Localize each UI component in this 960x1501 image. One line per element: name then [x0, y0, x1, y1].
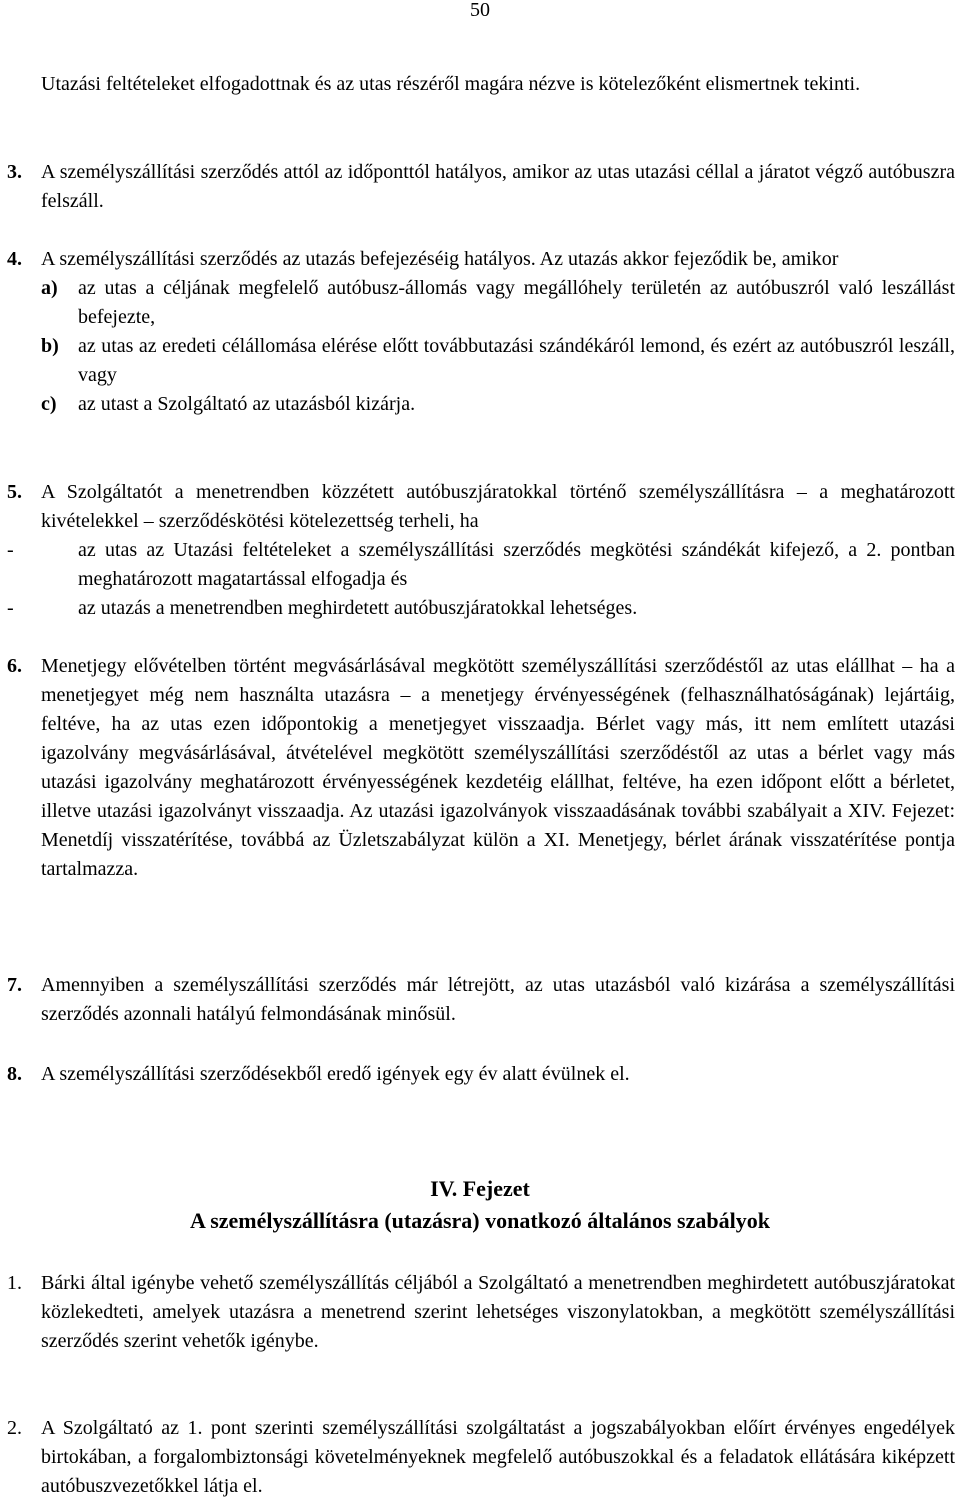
section-number: 3. — [7, 161, 22, 183]
section-number: 4. — [7, 248, 22, 270]
chapter-section-2 — [7, 1414, 955, 1501]
list-item — [7, 536, 955, 594]
list-item-label: - — [7, 597, 14, 619]
section-text: A személyszállítási szerződésekből eredő igények egy év alatt évülnek el. — [41, 1063, 630, 1085]
section-text: A Szolgáltatót a menetrendben közzétett autóbuszjáratokkal történő személyszállításra – a meghatározott kivételekkel – szerződéskötési kötelezettség terheli, ha — [41, 481, 955, 532]
list-item — [7, 594, 955, 623]
list-item — [7, 332, 955, 390]
section-5 — [7, 478, 955, 623]
list-item-text: az utas az Utazási feltételeket a személyszállítási szerződés megkötési szándékát kifejező, a 2. pontban meghatározott magatartással elfogadja és — [78, 539, 955, 590]
list-item — [7, 274, 955, 332]
list-item-label: - — [7, 539, 14, 561]
list-item-text: az utas a céljának megfelelő autóbusz-állomás vagy megállóhely területén az autóbuszról való leszállást befejezte, — [78, 277, 955, 328]
chapter-section-1 — [7, 1269, 955, 1356]
page-number: 50 — [470, 0, 490, 21]
section-text: A személyszállítási szerződés attól az időponttól hatályos, amikor az utas utazási céllal a járatot végző autóbuszra felszáll. — [41, 161, 955, 212]
chapter-title: IV. Fejezet — [430, 1176, 530, 1201]
section-number: 6. — [7, 655, 22, 677]
section-8 — [7, 1060, 955, 1089]
list-item-label: a) — [41, 277, 58, 299]
list-item — [7, 390, 955, 419]
section-number: 1. — [7, 1272, 22, 1294]
section-number: 2. — [7, 1417, 22, 1439]
section-text: A Szolgáltató az 1. pont szerinti személyszállítási szolgáltatást a jogszabályokban előírt érvényes engedélyek birtokában, a forgalombiztonsági követelményeknek megfelelő autóbuszokkal és a feladatok ellátására kiképzett autóbuszvezetőkkel látja el. — [41, 1417, 955, 1497]
section-text: A személyszállítási szerződés az utazás befejezéséig hatályos. Az utazás akkor fejeződik be, amikor — [41, 248, 839, 270]
section-6 — [7, 652, 955, 884]
section-number: 7. — [7, 974, 22, 996]
section-3 — [7, 158, 955, 216]
section-number: 5. — [7, 481, 22, 503]
list-item-text: az utast a Szolgáltató az utazásból kizárja. — [78, 393, 416, 415]
list-item-label: c) — [41, 393, 57, 415]
list-item-text: az utas az eredeti célállomása elérése előtt továbbutazási szándékáról lemond, és ezért az autóbuszról leszáll, vagy — [78, 335, 955, 386]
list-item-text: az utazás a menetrendben meghirdetett autóbuszjáratokkal lehetséges. — [78, 597, 638, 619]
section-7 — [7, 971, 955, 1029]
list-item-label: b) — [41, 335, 59, 357]
section-text: Amennyiben a személyszállítási szerződés már létrejött, az utas utazásból való kizárása a személyszállítási szerződés azonnali hatályú felmondásának minősül. — [41, 974, 955, 1025]
section-number: 8. — [7, 1063, 22, 1085]
intro-paragraph: Utazási feltételeket elfogadottnak és az utas részéről magára nézve is kötelezőként elismertnek tekinti. — [41, 73, 861, 95]
section-text: Menetjegy elővételben történt megvásárlásával megkötött személyszállítási szerződéstől az utas elállhat – ha a menetjegyet még nem használta utazásra – a menetjegy érvényességének (felhasználhatóságának) lejártáig, feltéve, ha az utas ezen időpontokig a menetjegyet visszaadja. Bérlet vagy más, itt nem említett utazási igazolvány megvásárlásával, átvételével megkötött személyszállítási szerződéstől az utas a bérlet vagy más utazási igazolvány meghatározott érvényességének kezdetéig elállhat, feltéve, ha ezen időpont előtt a bérletet, illetve utazási igazolványt visszaadja. Az utazási igazolványok visszaadásának további szabályait a XIV. Fejezet: Menetdíj visszatérítése, továbbá az Üzletszabályzat külön a XI. Menetjegy, bérlet árának visszatérítése pontja tartalmazza. — [41, 655, 955, 880]
chapter-subtitle: A személyszállításra (utazásra) vonatkozó általános szabályok — [190, 1208, 770, 1233]
section-4 — [7, 245, 955, 419]
section-text: Bárki által igénybe vehető személyszállítás céljából a Szolgáltató a menetrendben meghirdetett autóbuszjáratokat közlekedteti, amelyek utazásra a menetrend szerint lehetséges viszonylatokban, a megkötött személyszállítási szerződés szerint vehetők igénybe. — [41, 1272, 955, 1352]
